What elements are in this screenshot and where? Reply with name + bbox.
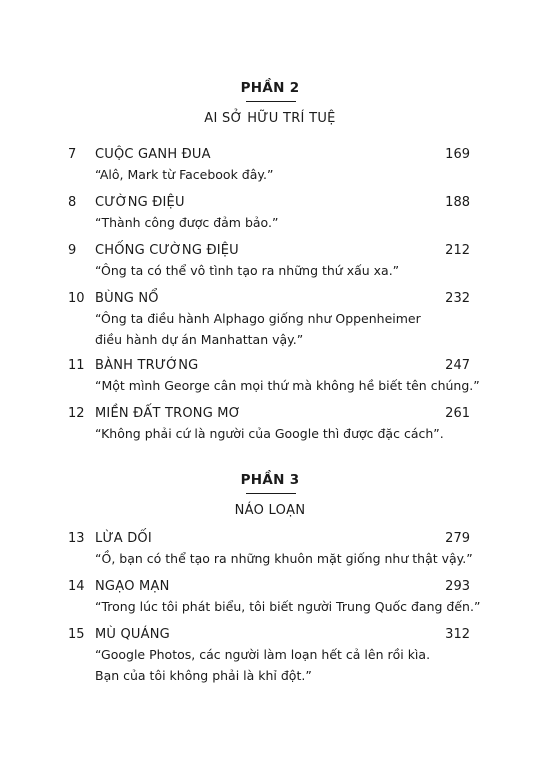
chapter-quote: “Một mình George cân mọi thứ mà không hề biết tên chúng.” <box>95 378 480 393</box>
chapter-page: 212 <box>445 243 470 258</box>
chapter-page: 279 <box>445 531 470 546</box>
chapter-page: 312 <box>445 627 470 642</box>
chapter-number: 12 <box>68 406 85 421</box>
chapter-quote: “Ồ, bạn có thể tạo ra những khuôn mặt giống như thật vậy.” <box>95 551 473 566</box>
chapter-page: 232 <box>445 291 470 306</box>
chapter-quote-line-2: điều hành dự án Manhattan vậy.” <box>95 332 304 347</box>
chapter-quote-line-1: “Ông ta điều hành Alphago giống như Oppenheimer <box>95 311 421 326</box>
part-3-rule <box>246 493 296 494</box>
chapter-quote: “Ông ta có thể vô tình tạo ra những thứ xấu xa.” <box>95 263 400 278</box>
part-2-title: AI SỞ HỮU TRÍ TUỆ <box>204 111 336 126</box>
chapter-number: 15 <box>68 627 85 642</box>
chapter-number: 8 <box>68 195 77 210</box>
chapter-title: CUỘC GANH ĐUA <box>95 147 211 162</box>
chapter-title: BÙNG NỔ <box>95 291 159 306</box>
chapter-title: NGẠO MẠN <box>95 579 170 594</box>
chapter-title: CHỐNG CƯỜNG ĐIỆU <box>95 243 239 258</box>
chapter-title: MIỀN ĐẤT TRONG MƠ <box>95 406 241 421</box>
chapter-page: 188 <box>445 195 470 210</box>
chapter-number: 10 <box>68 291 85 306</box>
chapter-number: 14 <box>68 579 85 594</box>
chapter-title: LỪA DỐI <box>95 531 152 546</box>
chapter-page: 261 <box>445 406 470 421</box>
chapter-title: MÙ QUÁNG <box>95 627 170 642</box>
part-2-heading: PHẦN 2 <box>240 80 300 96</box>
chapter-quote-line-2: Bạn của tôi không phải là khỉ đột.” <box>95 668 312 683</box>
chapter-page: 169 <box>445 147 470 162</box>
chapter-page: 293 <box>445 579 470 594</box>
chapter-quote: “Không phải cứ là người của Google thì được đặc cách”. <box>95 426 444 441</box>
chapter-quote: “Trong lúc tôi phát biểu, tôi biết người Trung Quốc đang đến.” <box>95 599 481 614</box>
chapter-quote: “Alô, Mark từ Facebook đây.” <box>95 167 274 182</box>
chapter-title: CƯỜNG ĐIỆU <box>95 195 185 210</box>
chapter-number: 7 <box>68 147 77 162</box>
chapter-number: 11 <box>68 358 85 373</box>
chapter-quote: “Thành công được đảm bảo.” <box>95 215 279 230</box>
chapter-title: BÀNH TRƯỚNG <box>95 358 199 373</box>
part-3-title: NÁO LOẠN <box>234 503 306 518</box>
part-3-heading: PHẦN 3 <box>240 472 300 488</box>
part-2-rule <box>246 101 296 102</box>
chapter-number: 9 <box>68 243 77 258</box>
chapter-page: 247 <box>445 358 470 373</box>
chapter-quote-line-1: “Google Photos, các người làm loạn hết cả lên rồi kìa. <box>95 647 431 662</box>
chapter-number: 13 <box>68 531 85 546</box>
